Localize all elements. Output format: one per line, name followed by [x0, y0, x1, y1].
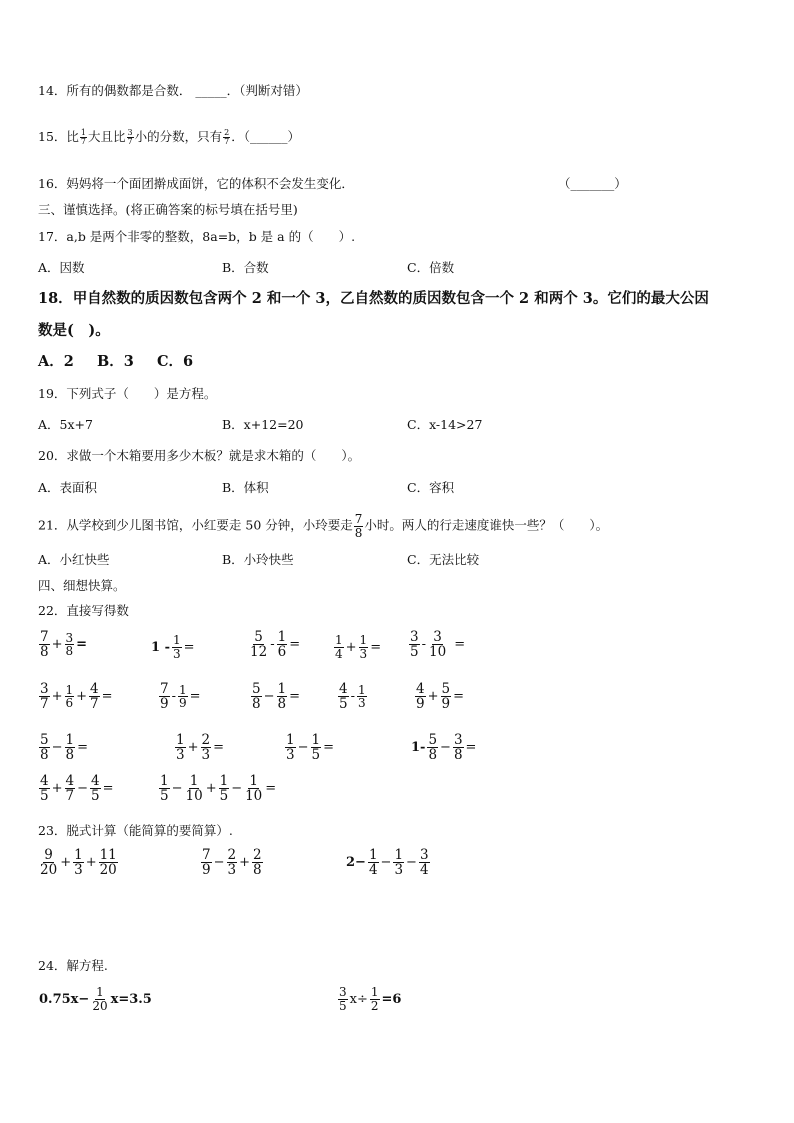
question-text: a,b 是两个非零的整数，8a=b，b 是 a 的（ ）. — [66, 229, 356, 244]
question-18-continued: 数是( )。 — [38, 322, 110, 339]
question-text: 求做一个木箱要用多少木板？就是求木箱的（ ）。 — [66, 448, 361, 463]
calc-item: 1 3 + $\frac{2}{3}$ = — [176, 732, 224, 764]
question-16 — [38, 175, 354, 193]
answer-blank[interactable]: ______ — [250, 129, 288, 144]
question-22 — [38, 602, 129, 620]
question-number: 14． — [38, 83, 67, 98]
question-19 — [38, 385, 216, 403]
calc-item: 4 9 + $\frac{5}{9}$ = — [416, 681, 464, 713]
calc-expression: 2− $\frac{1}{4}$ − $\frac{1}{3}$ − $\frac{3}{4}$ — [346, 847, 429, 879]
question-15 — [38, 128, 300, 146]
section-title: 三、谨慎选择。(将正确答案的标号填在括号里) — [38, 202, 298, 217]
question-text: 下列式子（ ）是方程。 — [66, 386, 217, 401]
calc-item: 7 8 + $\frac{3}{8}$ = — [40, 629, 88, 661]
calc-item: 5 8 − $\frac{1}{8}$ = — [252, 681, 300, 713]
question-number: 22． — [38, 603, 67, 618]
option-c[interactable]: C．倍数 — [407, 260, 455, 275]
question-23 — [38, 822, 233, 840]
question-20 — [38, 447, 360, 465]
question-number: 19． — [38, 386, 67, 401]
option-b[interactable]: B．小玲快些 — [222, 552, 294, 567]
calc-expression: 7 9 − $\frac{2}{3}$ + $\frac{2}{8}$ — [202, 847, 262, 879]
calc-item: 1 4 + $\frac{1}{3}$ = — [335, 633, 382, 661]
question-text: 甲自然数的质因数包含两个 2 和一个 3，乙自然数的质因数包含一个 2 和两个 3。它们的最大公因 — [72, 290, 709, 307]
question-text: 小的分数，只有 — [134, 129, 223, 144]
calc-item: 1 5 − $\frac{1}{10}$ + $\frac{1}{5}$ − $\frac{1}{10}$ = — [160, 773, 277, 805]
question-text: 比 — [66, 129, 79, 144]
option-c[interactable]: C．无法比较 — [407, 552, 480, 567]
question-21 — [38, 513, 608, 539]
fraction: $\frac{1}{7}$ — [80, 127, 87, 146]
question-text: 小时。两人的行走速度谁快一些？（ ）。 — [364, 517, 609, 533]
option-b[interactable]: B．体积 — [222, 480, 269, 495]
question-text: ） — [287, 129, 301, 144]
question-number: 23． — [38, 823, 67, 838]
question-text: 直接写得数 — [66, 603, 129, 618]
calc-item: 7 9 - $\frac{1}{9}$ = — [160, 681, 201, 713]
question-number: 24． — [38, 958, 67, 973]
calc-item: 5 8 − $\frac{1}{8}$ = — [40, 732, 88, 764]
fraction: $\frac{3}{7}$ — [127, 127, 133, 146]
question-number: 18． — [38, 290, 73, 307]
question-text: 所有的偶数都是合数． — [66, 83, 192, 98]
fraction: $\frac{2}{7}$ — [224, 127, 230, 146]
question-number: 20． — [38, 448, 67, 463]
option-b[interactable]: B．3 — [97, 353, 134, 370]
equation: 3 5 x÷ $\frac{1}{2}$ =6 — [339, 985, 402, 1013]
question-hint: ．（判断对错） — [226, 83, 308, 98]
question-text: 大且比 — [88, 129, 126, 144]
question-18 — [38, 290, 709, 308]
question-number: 16． — [38, 176, 67, 191]
option-a[interactable]: A．因数 — [38, 260, 85, 275]
calc-expression: 9 20 + $\frac{1}{3}$ + $\frac{11}{20}$ — [40, 847, 117, 879]
calc-item: 3 5 - $\frac{3}{10}$ = — [410, 629, 466, 661]
calc-item: 1 - $\frac{1}{3}$ = — [151, 633, 195, 661]
question-text: 脱式计算（能简算的要简算）. — [66, 823, 233, 838]
section-title: 四、细想快算。 — [38, 578, 126, 593]
option-c[interactable]: C．6 — [157, 353, 194, 370]
option-b[interactable]: B．x+12=20 — [222, 417, 304, 432]
question-14 — [38, 82, 308, 100]
option-c[interactable]: C．容积 — [407, 480, 455, 495]
question-number: 17． — [38, 229, 67, 244]
option-b[interactable]: B．合数 — [222, 260, 269, 275]
answer-blank[interactable]: （_______） — [558, 176, 627, 191]
option-a[interactable]: A．5x+7 — [38, 417, 93, 432]
calc-item: 3 7 + $\frac{1}{6}$ + $\frac{4}{7}$ = — [40, 681, 113, 713]
option-a[interactable]: A．2 — [38, 353, 74, 370]
calc-item: 4 5 + $\frac{4}{7}$ − $\frac{4}{5}$ = — [40, 773, 114, 805]
calc-item: 4 5 - 1 3 — [339, 681, 366, 713]
question-text: 从学校到少儿图书馆，小红要走 50 分钟，小玲要走 — [66, 517, 353, 533]
question-text: ．（ — [231, 129, 250, 144]
question-number: 15． — [38, 129, 67, 144]
calc-item: 5 12 - $\frac{1}{6}$ = — [250, 629, 301, 661]
fraction: $\frac{7}{8}$ — [354, 512, 363, 540]
option-a[interactable]: A．小红快些 — [38, 552, 110, 567]
option-a[interactable]: A．表面积 — [38, 480, 98, 495]
equation: 0.75x− $\frac{1}{20}$ x=3.5 — [39, 985, 152, 1013]
question-24 — [38, 957, 108, 975]
answer-blank[interactable]: _____ — [195, 83, 227, 98]
question-text: 妈妈将一个面团擀成面饼，它的体积不会发生变化． — [66, 176, 354, 191]
calc-item: 1- 5 8 − $\frac{3}{8}$ = — [411, 732, 477, 764]
question-number: 21． — [38, 517, 67, 533]
question-17 — [38, 228, 355, 246]
question-text: 解方程. — [66, 958, 108, 973]
option-c[interactable]: C．x-14>27 — [407, 417, 483, 432]
calc-item: 1 3 − $\frac{1}{5}$ = — [286, 732, 334, 764]
